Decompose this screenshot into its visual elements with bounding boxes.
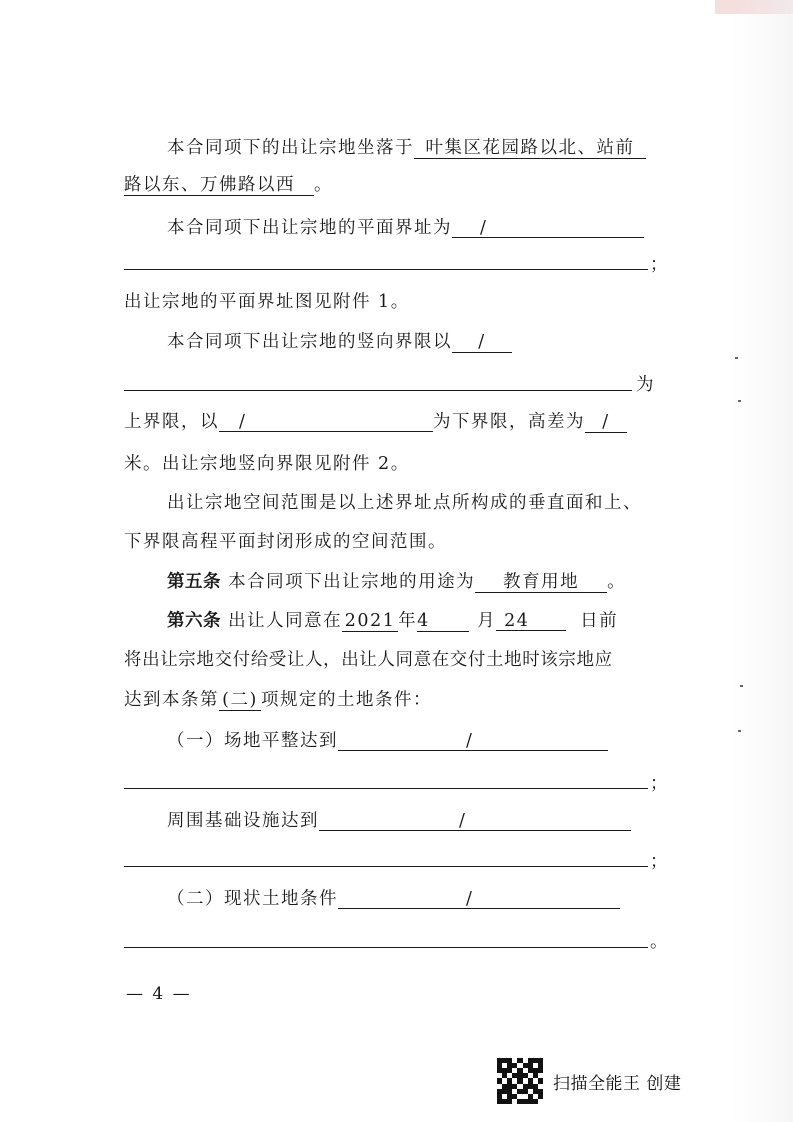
- location-b: 路以东、万佛路以西: [124, 173, 314, 196]
- page-number: — 4 —: [126, 984, 192, 1004]
- month-value: 4: [417, 609, 469, 632]
- article6-label: 第六条: [167, 611, 221, 631]
- year-value: 2021: [342, 609, 398, 632]
- cond2-end: ；: [650, 852, 669, 872]
- para2-text: 本合同项下出让宗地的平面界址为: [167, 218, 452, 238]
- para1-line1: [167, 136, 646, 160]
- vertical-boundary-value: /: [452, 330, 512, 353]
- clause-value: (二): [219, 688, 261, 711]
- article6-text: 出让人同意在: [228, 611, 343, 631]
- cond1-value: /: [338, 729, 608, 751]
- cond3-text: （二）现状土地条件: [167, 889, 338, 909]
- cond2-value: /: [319, 809, 631, 831]
- height-diff-value: /: [585, 410, 627, 433]
- para2-line1: [167, 216, 644, 240]
- article5-end: 。: [607, 572, 627, 592]
- blank-line: [124, 866, 648, 867]
- para3-unit-note: 米。出让宗地竖向界限见附件 2。: [124, 454, 410, 474]
- para3-line3: [124, 410, 627, 434]
- scanner-watermark: [497, 1058, 681, 1104]
- land-use-value: 教育用地: [475, 570, 607, 593]
- qr-code-icon: [497, 1058, 543, 1104]
- scanner-label: 扫描全能王 创建: [553, 1073, 682, 1094]
- para2-note: 出让宗地的平面界址图见附件 1。: [124, 292, 410, 312]
- cond3-line: [167, 887, 620, 911]
- article6-line3-b: 项规定的土地条件：: [261, 690, 432, 710]
- cond3-end: 。: [650, 932, 669, 952]
- cond2-line: [167, 809, 631, 833]
- cond1-line: [167, 729, 608, 753]
- para1-end: 。: [314, 175, 333, 195]
- scan-speck: [735, 357, 738, 359]
- blank-line: [124, 947, 648, 948]
- article5-text: 本合同项下出让宗地的用途为: [228, 572, 476, 592]
- cond1-text: （一）场地平整达到: [167, 731, 338, 751]
- plane-boundary-value: /: [452, 216, 644, 238]
- para2-end: ；: [650, 255, 669, 275]
- day-unit: 日前: [580, 611, 619, 631]
- para1-text: 本合同项下的出让宗地坐落于: [167, 138, 414, 158]
- scan-speck: [738, 730, 741, 732]
- para4-line1: 出让宗地空间范围是以上述界址点所构成的垂直面和上、: [167, 493, 642, 513]
- blank-line: [124, 269, 648, 270]
- page-edge-shadow: [733, 0, 793, 1122]
- upper-limit-label: 上界限，以: [124, 412, 219, 432]
- location-a: 叶集区花园路以北、站前: [414, 136, 646, 159]
- para3-line1: [167, 330, 512, 354]
- para3-text: 本合同项下出让宗地的竖向界限以: [167, 332, 452, 352]
- day-value: 24: [496, 609, 566, 631]
- article5-label: 第五条: [167, 572, 221, 592]
- scan-speck: [740, 685, 743, 687]
- article6-line2: 将出让宗地交付给受让人，出让人同意在交付土地时该宗地应: [124, 650, 613, 670]
- para4-line2: 下界限高程平面封闭形成的空间范围。: [124, 532, 447, 552]
- para3-as: 为: [636, 375, 655, 395]
- blank-line: [124, 390, 632, 391]
- lower-limit-value: /: [219, 410, 433, 432]
- month-unit: 月: [477, 611, 497, 631]
- scan-speck: [738, 400, 741, 402]
- cond1-end: ；: [650, 774, 669, 794]
- para1-line2: [124, 173, 333, 197]
- cond2-text: 周围基础设施达到: [167, 811, 319, 831]
- article6-line1: [167, 609, 618, 633]
- article6-line3: [124, 688, 432, 712]
- article5: [167, 570, 626, 594]
- cond3-value: /: [338, 887, 620, 909]
- article6-line3-a: 达到本条第: [124, 690, 219, 710]
- blank-line: [124, 788, 648, 789]
- year-unit: 年: [398, 611, 418, 631]
- lower-limit-label: 为下界限，高差为: [433, 412, 585, 432]
